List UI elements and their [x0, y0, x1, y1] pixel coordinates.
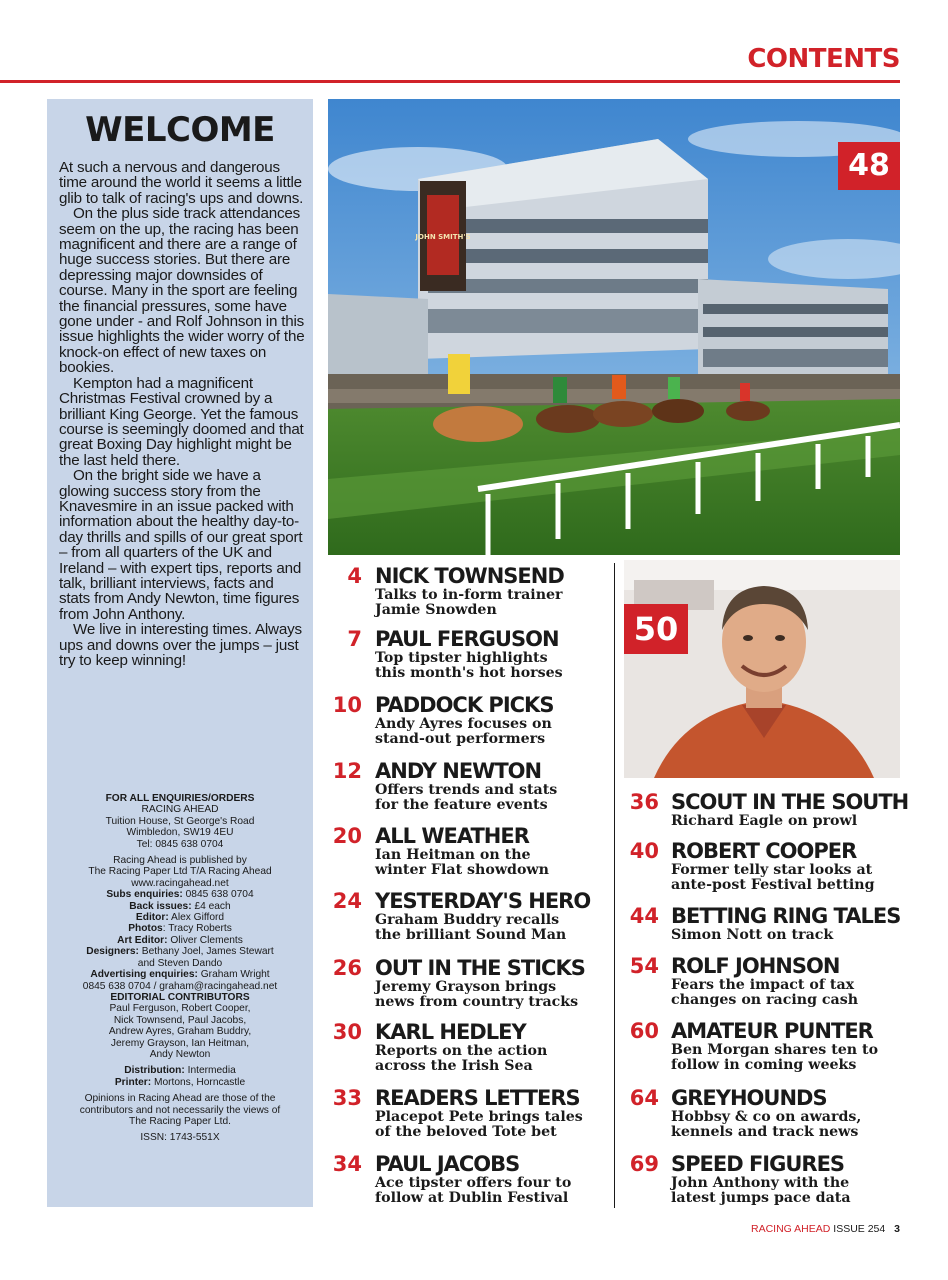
- printer-label: Printer:: [114, 1076, 152, 1088]
- issn: ISSN: 1743-551X: [140, 1132, 220, 1144]
- entry-page-number: 30: [332, 1020, 362, 1044]
- address-line: Tel: 0845 638 0704: [136, 838, 224, 850]
- entry-title: SCOUT IN THE SOUTH: [671, 790, 909, 814]
- entry-title: KARL HEDLEY: [375, 1020, 526, 1044]
- entry-page-number: 44: [629, 904, 659, 928]
- column-divider: [614, 563, 615, 1208]
- header-rule: [0, 80, 900, 83]
- credits-block: [47, 793, 313, 1149]
- publisher-line: www.racingahead.net: [131, 877, 229, 889]
- page-title: CONTENTS: [747, 44, 900, 74]
- art-editor-label: Art Editor:: [117, 934, 168, 946]
- entry-description: Talks to in-form trainer Jamie Snowden: [375, 587, 563, 619]
- address-line: Wimbledon, SW19 4EU: [126, 827, 234, 839]
- contributor-photo: [624, 560, 900, 778]
- entry-description: Fears the impact of tax changes on racing cash: [671, 977, 859, 1009]
- entry-title: BETTING RING TALES: [671, 904, 901, 928]
- designers-label: Designers:: [86, 946, 139, 958]
- entry-description: Richard Eagle on prowl: [671, 813, 858, 829]
- advertising-value-2: 0845 638 0704 / graham@racingahead.net: [82, 980, 278, 992]
- contributor-line: Paul Ferguson, Robert Cooper,: [109, 1003, 251, 1015]
- entry-page-number: 10: [332, 693, 362, 717]
- entry-title: YESTERDAY'S HERO: [375, 889, 591, 913]
- entry-title: ROBERT COOPER: [671, 839, 857, 863]
- back-issues-label: Back issues:: [129, 900, 192, 912]
- printer-value: Mortons, Horncastle: [153, 1076, 246, 1088]
- entry-title: AMATEUR PUNTER: [671, 1019, 873, 1043]
- contributor-line: Andrew Ayres, Graham Buddry,: [108, 1026, 252, 1038]
- contributor-line: Jeremy Grayson, Ian Heitman,: [110, 1037, 250, 1049]
- entry-title: GREYHOUNDS: [671, 1086, 827, 1110]
- entry-title: ANDY NEWTON: [375, 759, 542, 783]
- contributors-heading: EDITORIAL CONTRIBUTORS: [110, 991, 250, 1003]
- art-editor-value: Oliver Clements: [170, 934, 243, 946]
- entry-title: SPEED FIGURES: [671, 1152, 845, 1176]
- contributor-line: Nick Townsend, Paul Jacobs,: [113, 1014, 247, 1026]
- racecourse-illustration: [328, 99, 900, 555]
- welcome-paragraph: On the plus side track attendances seem on the up, the racing has been magnificent and there are a range of huge success stories. But there are depressing major downsides of course. Many in the sport are feeling the financial pressures, some have gone under - and Rolf Johnson in this issue highlights the wider worry of the knock-on effect of new taxes on bookies.: [59, 205, 305, 377]
- contributor-portrait: [624, 560, 900, 778]
- welcome-paragraph: Kempton had a magnificent Christmas Festival crowned by a brilliant King George. Yet the famous course is seemingly doomed and that great Boxing Day highlight might be the last held there.: [59, 374, 304, 469]
- entry-description: Ian Heitman on the winter Flat showdown: [375, 847, 549, 879]
- entry-page-number: 60: [629, 1019, 659, 1043]
- distribution-value: Intermedia: [187, 1065, 236, 1077]
- entry-title: PADDOCK PICKS: [375, 693, 554, 717]
- entry-description: Ben Morgan shares ten to follow in coming weeks: [671, 1042, 879, 1074]
- entry-page-number: 54: [629, 954, 659, 978]
- advertising-value: Graham Wright: [200, 969, 270, 981]
- entry-description: Simon Nott on track: [671, 927, 834, 943]
- welcome-paragraph: On the bright side we have a glowing success story from the Knavesmire in an issue packed with information about the healthy day-to-day thrills and spills of our great sport – from all quarters of the UK and Ireland – with expert tips, reports and talk, brilliant interviews, facts and stats from Andy Newton, time figures from John Anthony.: [59, 467, 303, 623]
- welcome-body: [59, 160, 307, 668]
- grandstand-sign: JOHN SMITH'S: [415, 233, 471, 241]
- entry-page-number: 20: [332, 824, 362, 848]
- footer-page-number: 3: [894, 1223, 900, 1235]
- opinions-line: contributors and not necessarily the views of: [79, 1104, 281, 1116]
- back-issues-value: £4 each: [194, 900, 231, 912]
- entry-description: Ace tipster offers four to follow at Dublin Festival: [375, 1175, 572, 1207]
- photos-label: Photos: [128, 923, 163, 935]
- subs-label: Subs enquiries:: [106, 889, 183, 901]
- opinions-line: The Racing Paper Ltd.: [129, 1115, 231, 1127]
- entry-title: ALL WEATHER: [375, 824, 529, 848]
- entry-description: Top tipster highlights this month's hot horses: [375, 650, 563, 682]
- page-badge-50: 50: [624, 604, 688, 654]
- footer-issue: ISSUE 254: [833, 1223, 886, 1235]
- contributor-line: Andy Newton: [149, 1048, 211, 1060]
- entry-page-number: 64: [629, 1086, 659, 1110]
- entry-page-number: 69: [629, 1152, 659, 1176]
- entry-page-number: 40: [629, 839, 659, 863]
- distribution-label: Distribution:: [124, 1065, 185, 1077]
- entry-title: PAUL JACOBS: [375, 1152, 520, 1176]
- welcome-paragraph: At such a nervous and dangerous time around the world it seems a little glib to talk of racing's ups and downs.: [59, 159, 304, 207]
- entry-description: Graham Buddry recalls the brilliant Sound Man: [375, 912, 567, 944]
- address-line: RACING AHEAD: [141, 804, 219, 816]
- entry-page-number: 12: [332, 759, 362, 783]
- page-footer: [751, 1223, 900, 1235]
- entry-description: John Anthony with the latest jumps pace data: [671, 1175, 851, 1207]
- entry-description: Reports on the action across the Irish Sea: [375, 1043, 548, 1075]
- welcome-paragraph: We live in interesting times. Always ups and downs over the jumps – just try to keep winning!: [59, 621, 302, 669]
- entry-title: ROLF JOHNSON: [671, 954, 840, 978]
- entry-page-number: 34: [332, 1152, 362, 1176]
- publisher-line: The Racing Paper Ltd T/A Racing Ahead: [88, 866, 272, 878]
- racecourse-photo: [328, 99, 900, 555]
- entry-title: OUT IN THE STICKS: [375, 956, 585, 980]
- entry-page-number: 24: [332, 889, 362, 913]
- entry-page-number: 26: [332, 956, 362, 980]
- entry-title: NICK TOWNSEND: [375, 564, 564, 588]
- footer-magazine: RACING AHEAD: [751, 1223, 831, 1235]
- entry-page-number: 36: [629, 790, 659, 814]
- entry-page-number: 4: [347, 564, 362, 588]
- entry-page-number: 33: [332, 1086, 362, 1110]
- designers-value: Bethany Joel, James Stewart: [141, 946, 274, 958]
- entry-description: Jeremy Grayson brings news from country tracks: [375, 979, 579, 1011]
- editor-value: Alex Gifford: [171, 912, 225, 924]
- opinions-line: Opinions in Racing Ahead are those of the: [84, 1093, 276, 1105]
- enquiries-heading: FOR ALL ENQUIRIES/ORDERS: [105, 793, 255, 804]
- advertising-label: Advertising enquiries:: [90, 969, 198, 981]
- entry-description: Andy Ayres focuses on stand-out performers: [375, 716, 552, 748]
- subs-value: 0845 638 0704: [185, 889, 254, 901]
- entry-description: Placepot Pete brings tales of the beloved Tote bet: [375, 1109, 583, 1141]
- page-badge-48: 48: [838, 142, 900, 190]
- entry-title: READERS LETTERS: [375, 1086, 580, 1110]
- entry-page-number: 7: [347, 627, 362, 651]
- publisher-line: Racing Ahead is published by: [113, 855, 247, 867]
- entry-description: Former telly star looks at ante-post Festival betting: [671, 862, 875, 894]
- entry-title: PAUL FERGUSON: [375, 627, 559, 651]
- designers-value-2: and Steven Dando: [137, 957, 223, 969]
- welcome-title: WELCOME: [85, 110, 275, 150]
- photos-value: : Tracy Roberts: [162, 923, 232, 935]
- editor-label: Editor:: [135, 912, 169, 924]
- entry-description: Hobbsy & co on awards, kennels and track news: [671, 1109, 862, 1141]
- entry-description: Offers trends and stats for the feature events: [375, 782, 558, 814]
- address-line: Tuition House, St George's Road: [105, 815, 255, 827]
